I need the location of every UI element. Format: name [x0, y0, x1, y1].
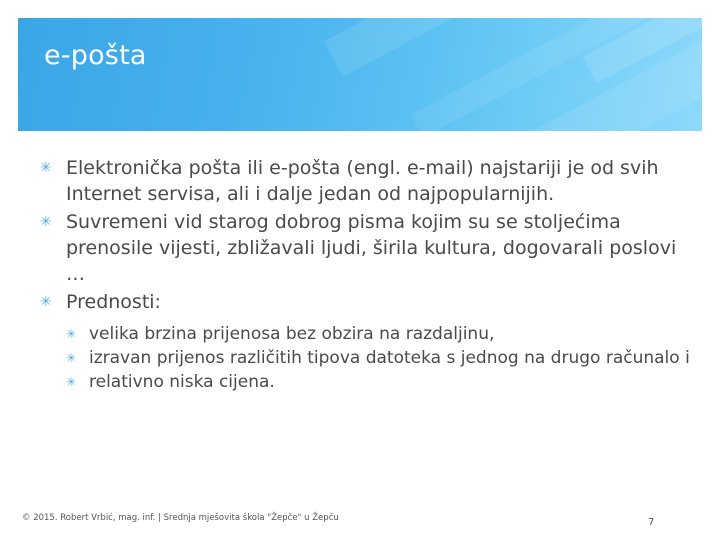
title-banner: [18, 18, 702, 131]
list-item: [40, 209, 695, 287]
sub-list-item: [66, 371, 695, 394]
bullet-icon: ✳: [66, 375, 77, 389]
sub-list-item: [66, 347, 695, 370]
bullet-text: Prednosti:: [66, 291, 161, 313]
sub-bullet-list: [66, 323, 695, 394]
list-item: [40, 289, 695, 394]
sub-list-item: [66, 323, 695, 346]
slide-body: [40, 155, 695, 396]
list-item: [40, 155, 695, 207]
slide-title: e-pošta: [44, 40, 147, 71]
bullet-list: [40, 155, 695, 394]
bullet-icon: ✳: [66, 327, 77, 341]
sub-bullet-text: velika brzina prijenosa bez obzira na razdaljinu,: [89, 324, 495, 344]
bullet-icon: ✳: [40, 294, 52, 310]
bullet-icon: ✳: [40, 160, 52, 176]
sub-bullet-text: izravan prijenos različitih tipova datoteka s jednog na drugo računalo i: [89, 348, 690, 368]
bullet-icon: ✳: [40, 214, 52, 230]
footer-copyright: © 2015. Robert Vrbić, mag. inf. | Srednja mješovita škola "Žepče" u Žepču: [22, 513, 339, 523]
sub-bullet-text: relativno niska cijena.: [89, 372, 275, 392]
page-number: 7: [648, 517, 655, 528]
bullet-text: Elektronička pošta ili e-pošta (engl. e-mail) najstariji je od svih Internet servisa, ali i dalje jedan od najpopularnijih.: [66, 157, 659, 205]
bullet-text: Suvremeni vid starog dobrog pisma kojim su se stoljećima prenosile vijesti, zbližavali ljudi, širila kultura, dogovarali poslovi …: [66, 211, 677, 285]
bullet-icon: ✳: [66, 351, 77, 365]
